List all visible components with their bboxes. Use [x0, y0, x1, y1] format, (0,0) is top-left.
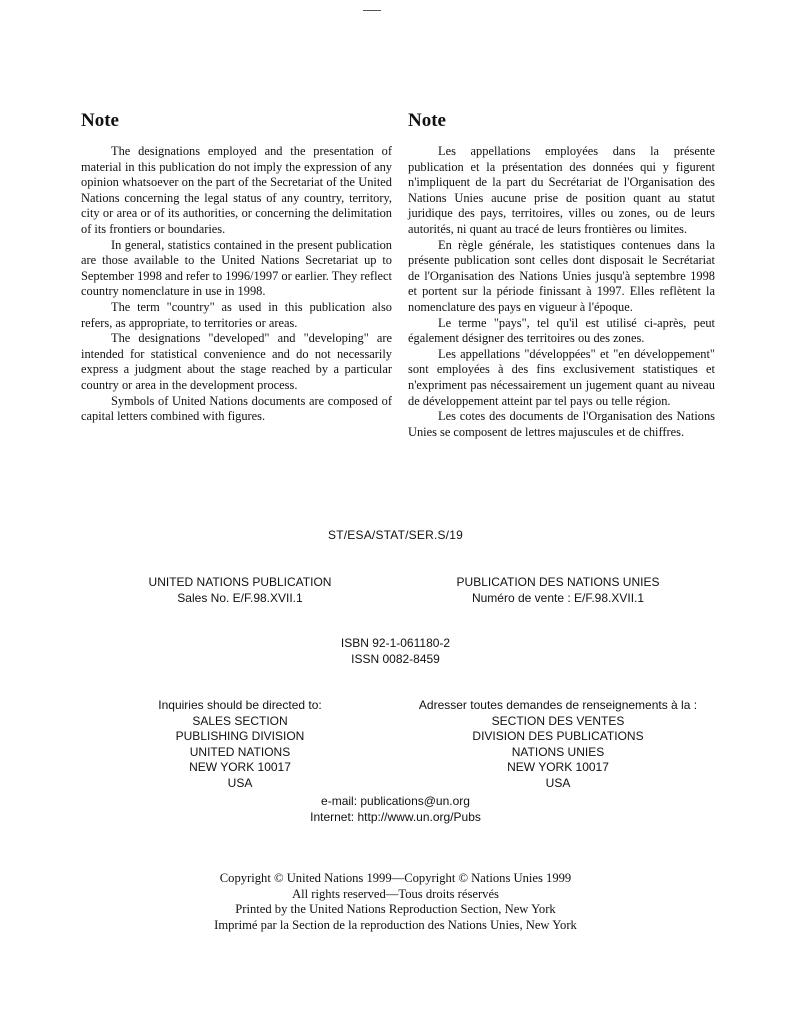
french-publication-block: [445, 575, 671, 606]
english-address-line: USA: [227, 775, 253, 790]
internet-address: Internet: http://www.un.org/Pubs: [310, 809, 481, 824]
contact-block: [0, 794, 791, 825]
english-sales-number: Sales No. E/F.98.XVII.1: [177, 590, 303, 605]
english-address-line: UNITED NATIONS: [189, 744, 291, 759]
french-address-line: SECTION DES VENTES: [491, 713, 625, 728]
english-address-line: NEW YORK 10017: [189, 760, 291, 774]
english-publication-label: UNITED NATIONS PUBLICATION: [148, 575, 332, 589]
email-address: e-mail: publications@un.org: [321, 794, 470, 808]
french-paragraph-symbols: Les cotes des documents de l'Organisation des Nations Unies se composent de lettres majuscules et de chiffres.: [408, 409, 715, 439]
french-inquiries-block: [418, 698, 698, 791]
french-publication-label: PUBLICATION DES NATIONS UNIES: [456, 575, 660, 589]
french-address-line: NATIONS UNIES: [511, 744, 605, 759]
copyright-line: Copyright © United Nations 1999—Copyright © Nations Unies 1999: [219, 871, 572, 885]
issn-number: ISSN 0082-8459: [351, 651, 440, 666]
copyright-block: [0, 871, 791, 933]
english-paragraph-country-term: The term "country" as used in this publication also refers, as appropriate, to territories or areas.: [81, 299, 392, 330]
english-inquiries-lead: Inquiries should be directed to:: [158, 698, 322, 712]
english-paragraph-symbols: Symbols of United Nations documents are composed of capital letters combined with figures.: [81, 393, 392, 424]
english-publication-block: [140, 575, 340, 606]
english-address-line: PUBLISHING DIVISION: [175, 729, 305, 743]
english-paragraph-designations: The designations employed and the presentation of material in this publication do not imply the expression of any opinion whatsoever on the part of the Secretariat of the United Nations concerning the legal status of any country, territory, city or area or of its authorities, or concerning the delimitation of its frontiers or boundaries.: [81, 144, 392, 236]
french-paragraph-country-term: Le terme "pays", tel qu'il est utilisé ci-après, peut également désigner des territoires ou des zones.: [408, 315, 715, 346]
french-paragraph-developed: Les appellations "développées" et "en développement" sont employées à des fins exclusivement statistiques et n'expriment pas nécessairement un jugement quant au niveau de développement atteint par tel pays ou telle région.: [408, 346, 715, 408]
french-address-line: USA: [545, 775, 571, 790]
rights-reserved-line: All rights reserved—Tous droits réservés: [292, 886, 499, 901]
isbn-number: ISBN 92-1-061180-2: [340, 636, 451, 650]
french-inquiries-lead: Adresser toutes demandes de renseignements à la :: [418, 698, 698, 712]
english-note-column: [81, 110, 392, 425]
english-inquiries-block: [130, 698, 350, 791]
top-divider-mark: [363, 10, 381, 11]
english-note-heading: Note: [81, 110, 119, 131]
english-paragraph-developed: The designations "developed" and "developing" are intended for statistical convenience and do not necessarily express a judgment about the stage reached by a particular country or area in the development process.: [81, 331, 392, 392]
printed-by-line: Printed by the United Nations Reproduction Section, New York: [235, 902, 556, 916]
document-symbol: ST/ESA/STAT/SER.S/19: [328, 528, 463, 542]
imprime-par-line: Imprimé par la Section de la reproduction des Nations Unies, New York: [214, 917, 577, 932]
french-address-line: NEW YORK 10017: [507, 760, 609, 774]
french-note-column: [408, 110, 715, 440]
french-address-line: DIVISION DES PUBLICATIONS: [472, 729, 644, 743]
french-note-heading: Note: [408, 110, 446, 131]
french-paragraph-statistics: En règle générale, les statistiques contenues dans la présente publication sont celles dont disposait le Secrétariat de l'Organisation des Nations Unies jusqu'à septembre 1998 et portent sur la période finissant à 1997. Elles reflètent la nomenclature des pays en vigueur à l'époque.: [408, 237, 715, 314]
english-address-line: SALES SECTION: [192, 713, 288, 728]
identifiers-block: [0, 636, 791, 667]
english-paragraph-statistics: In general, statistics contained in the present publication are those available to the United Nations Secretariat up to September 1998 and refer to 1996/1997 or earlier. They reflect country nomenclature in use in 1998.: [81, 237, 392, 299]
french-paragraph-designations: Les appellations employées dans la présente publication et la présentation des données qui y figurent n'impliquent de la part du Secrétariat de l'Organisation des Nations Unies aucune prise de position quant au statut juridique des pays, territoires, villes ou zones, ou de leurs autorités, ni quant au tracé de leurs frontières ou limites.: [408, 144, 715, 236]
french-sales-number: Numéro de vente : E/F.98.XVII.1: [471, 590, 645, 605]
